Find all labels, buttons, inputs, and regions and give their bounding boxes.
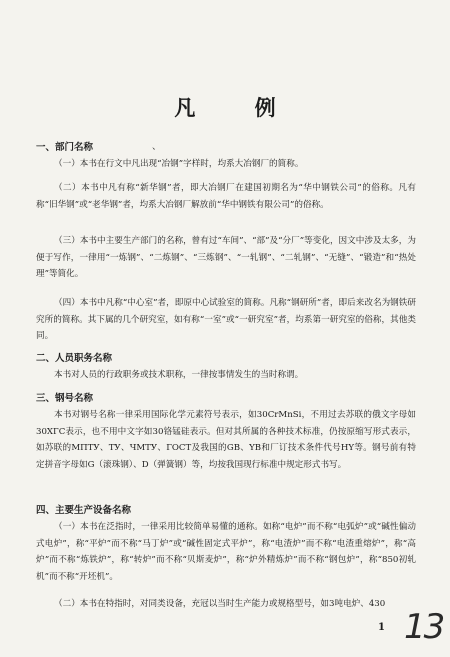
section-heading-steel-grades: 三、钢号名称 <box>36 393 94 404</box>
stray-mark: 、 <box>152 142 162 152</box>
section-heading-personnel: 二、人员职务名称 <box>36 353 113 364</box>
page-title: 凡 例 <box>174 95 302 120</box>
paragraph: （四）本书中凡称“中心室”者，即原中心试验室的简称。凡称“钢研所”者，即后来改名为钢铁研究所的简称。其下属的几个研究室，如有称“一室”或“一研究室”者，均系第一研究室的俗称，其他类同。 <box>36 298 416 341</box>
section-heading-equipment: 四、主要生产设备名称 <box>36 505 132 516</box>
paragraph: （三）本书中主要生产部门的名称，曾有过“车间”、“部”及“分厂”等变化，因文中涉及太多，为便于写作，一律用“一炼钢”、“二炼钢”、“三炼钢”、“一轧钢”、“二轧钢”、“无缝”、“锻造”和“热处理”等简化。 <box>36 236 416 279</box>
handwritten-page-number: 13 <box>404 607 444 647</box>
paragraph: 本书对人员的行政职务或技术职称，一律按事情发生的当时称谓。 <box>54 370 304 380</box>
paragraph: （二）本书在特指时，对同类设备，充冠以当时生产能力或规格型号，如3吨电炉、430 <box>54 599 386 609</box>
section-heading-departments: 一、部门名称 <box>36 142 94 153</box>
page-number: 1 <box>378 622 385 633</box>
paragraph: （二）本书中凡有称“新华钢”者，即大冶钢厂在建国初期名为“华中钢铁公司”的俗称。凡有称“旧华钢”或“老华钢”者，均系大冶钢厂解放前“华中钢铁有限公司”的俗称。 <box>36 183 416 210</box>
paragraph: （一）本书在行文中凡出现“冶钢”字样时，均系大冶钢厂的简称。 <box>54 159 304 169</box>
paragraph: （一）本书在泛指时，一律采用比较简单易懂的通称。如称“电炉”而不称“电弧炉”或“碱性偏动式电炉”，称“平炉”而不称“马丁炉”或“碱性固定式平炉”，称“电渣炉”而不称“电渣重熔炉”，称“高炉”而不称“炼铁炉”，称“转炉”而不称“贝斯麦炉”，称“炉外精炼炉”而不称“钢包炉”，称“850初轧机”而不称“开坯机”。 <box>36 522 416 582</box>
paragraph: 本书对钢号名称一律采用国际化学元素符号表示，如30CrMnSi，不用过去苏联的俄文字母如30XГС表示，也不用中文字如30铬锰硅表示。但对其所属的各种技术标准，仍按原缩写形式表示，如苏联的МПТУ、ТУ、ЧМТУ、ГОСТ及我国的GB、YB和厂订技术条件代号HY等。钢号前有特定拼音字母如G（滚珠钢）、D（弹簧钢）等，均按我国现行标准中规定形式书写。 <box>36 410 416 470</box>
